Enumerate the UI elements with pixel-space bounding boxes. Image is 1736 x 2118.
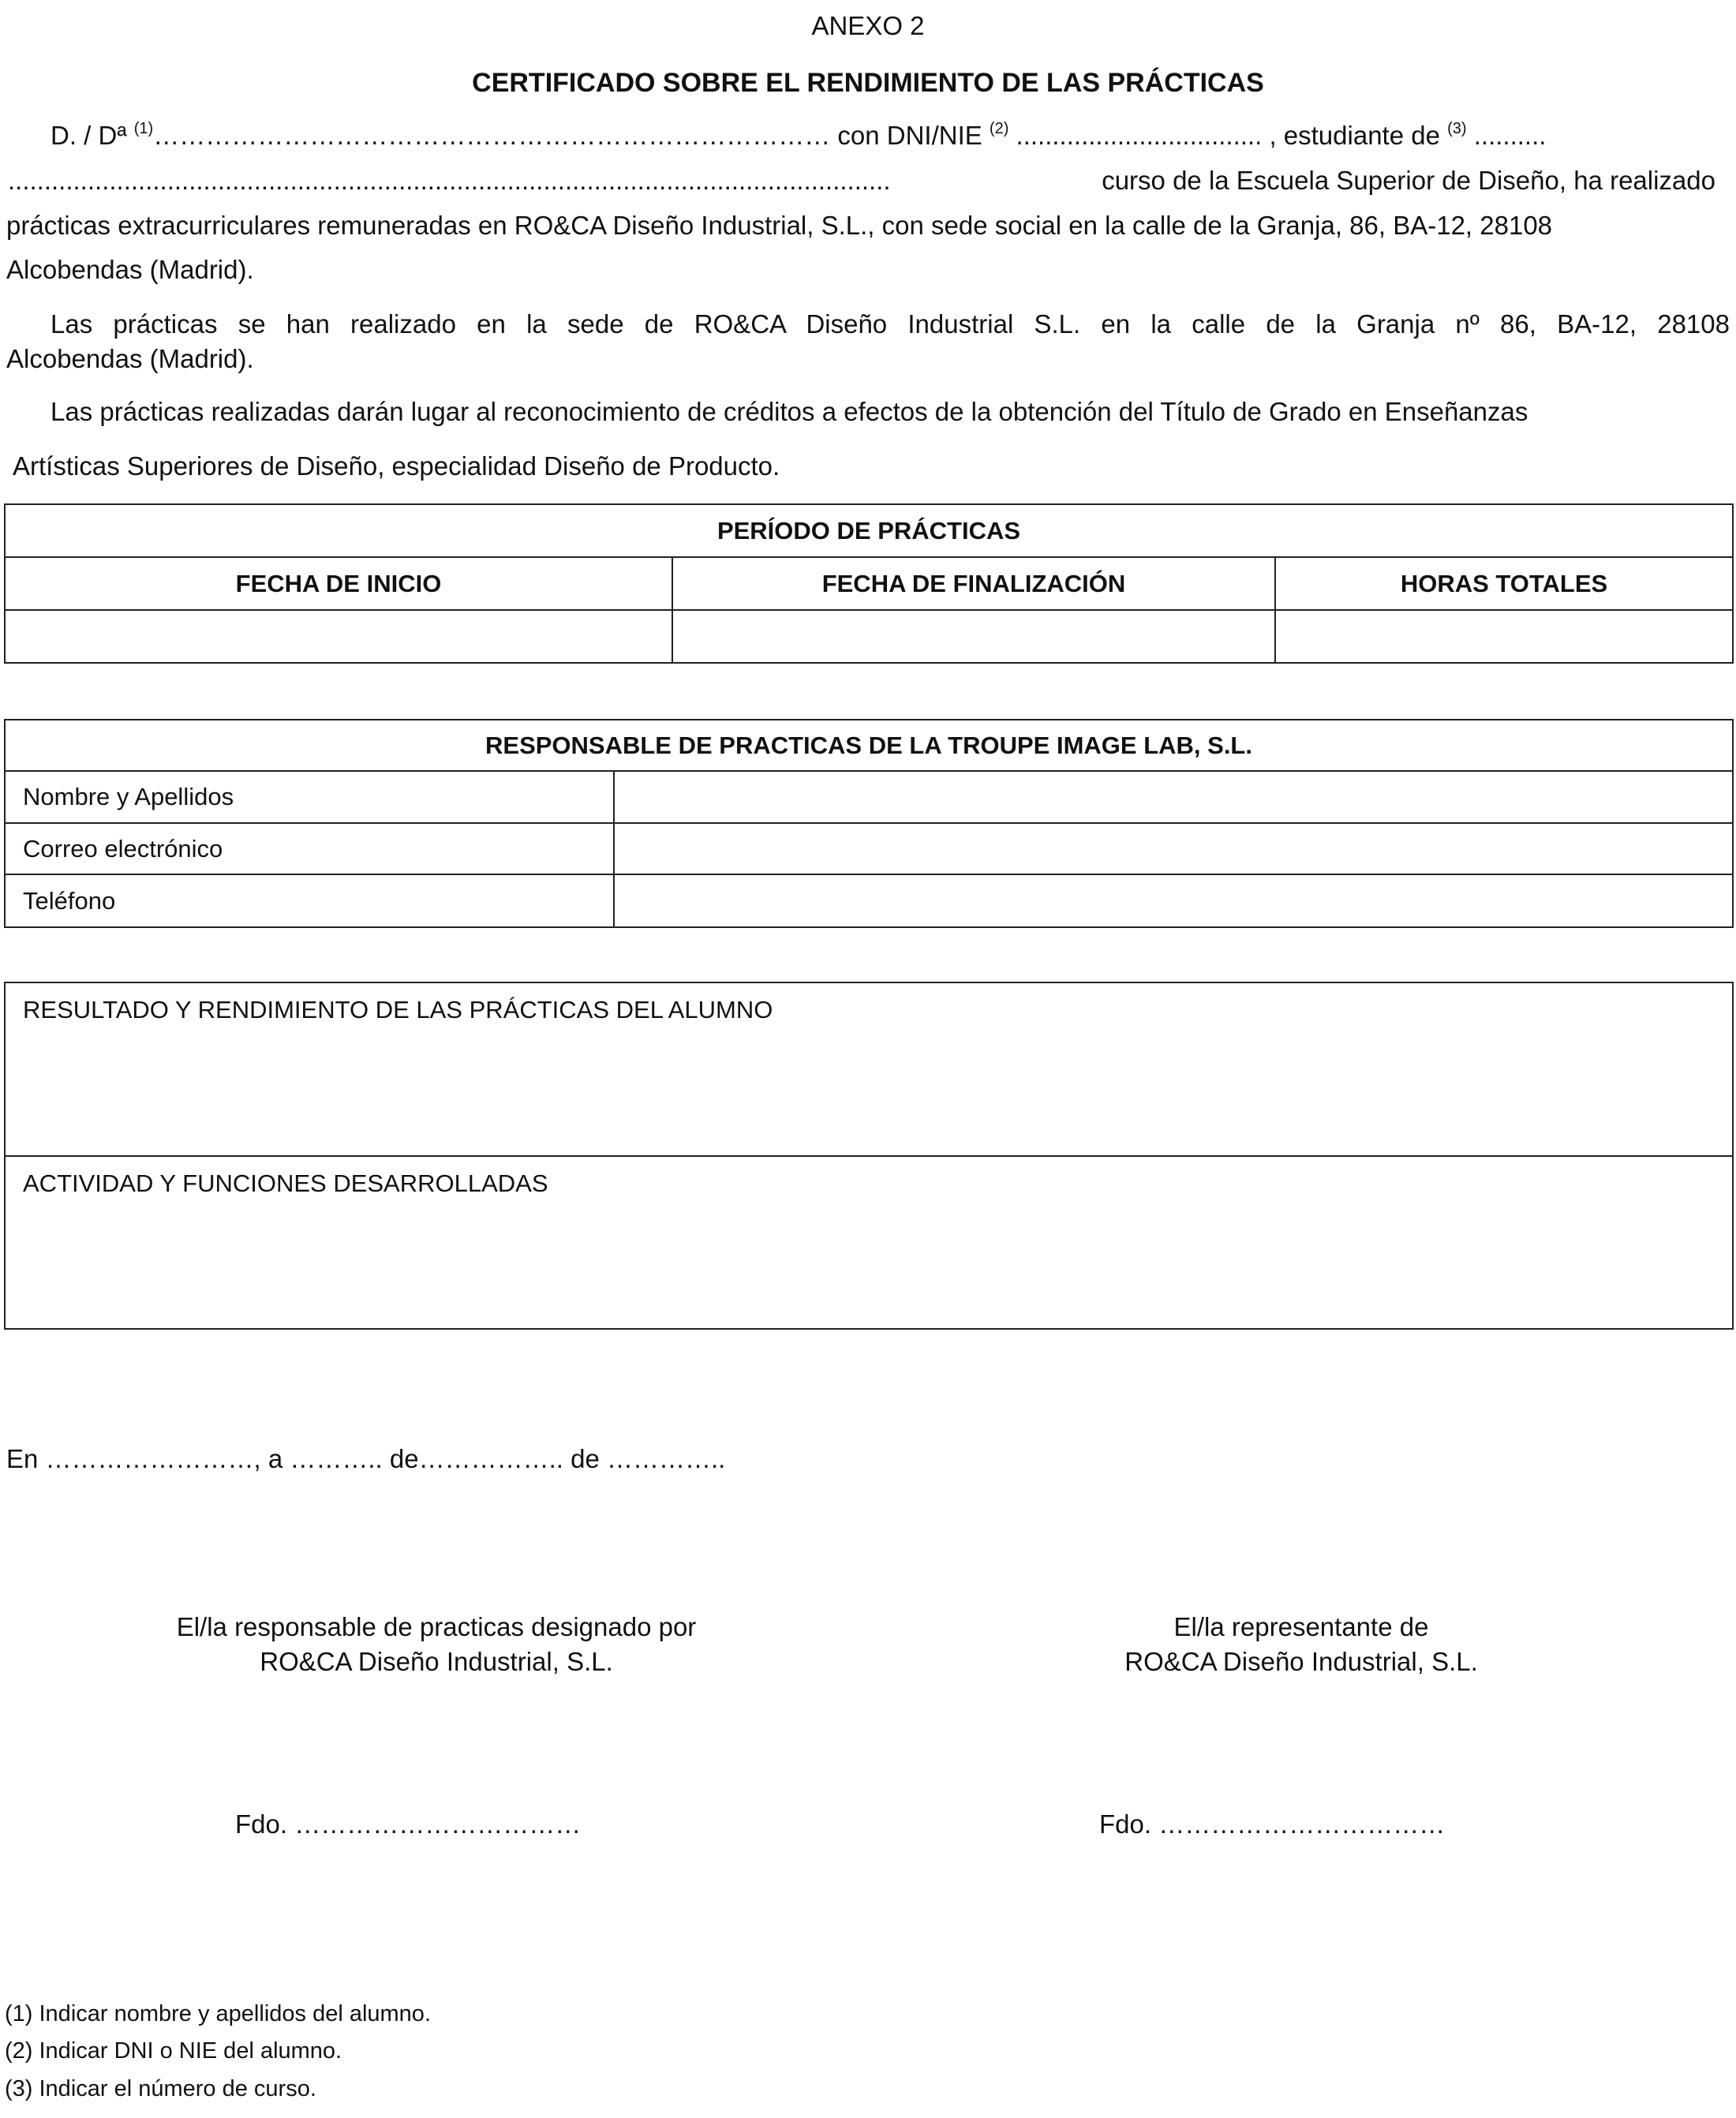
responsible-title: RESPONSABLE DE PRACTICAS DE LA TROUPE IMAGE LAB, S.L.: [5, 720, 1733, 771]
results-box: [4, 982, 1734, 1330]
name-cell[interactable]: [614, 771, 1733, 823]
sig-right-line-1: El/la representante de: [1173, 1612, 1429, 1641]
sig-left-line-1: El/la responsable de practicas designado por: [176, 1612, 697, 1641]
header-end-date: FECHA DE FINALIZACIÓN: [672, 557, 1275, 610]
sig-left-fdo: Fdo. ……………………………: [235, 1809, 582, 1839]
intro-line-4: Alcobendas (Madrid).: [6, 255, 254, 284]
intro-dots: ..........................................................................................................................: [8, 166, 891, 195]
results-section[interactable]: RESULTADO Y RENDIMIENTO DE LAS PRÁCTICAS DEL ALUMNO: [6, 983, 1732, 1157]
para2-line-1: Las prácticas se han realizado en la sede de RO&CA Diseño Industrial S.L. en la calle de la Granja nº 86, BA-12, 28108: [51, 309, 1730, 339]
sig-left-line-2: RO&CA Diseño Industrial, S.L.: [260, 1647, 613, 1676]
header-total-hours: HORAS TOTALES: [1275, 557, 1733, 610]
intro-line-2: curso de la Escuela Superior de Diseño, ha realizado: [1102, 166, 1715, 195]
period-table: [4, 503, 1734, 664]
row-label-phone: Teléfono: [5, 874, 614, 927]
page-title: CERTIFICADO SOBRE EL RENDIMIENTO DE LAS PRÁCTICAS: [472, 68, 1264, 98]
phone-cell[interactable]: [614, 874, 1733, 927]
footnote-2: (2) Indicar DNI o NIE del alumno.: [5, 2038, 342, 2064]
sig-right-fdo: Fdo. ……………………………: [1099, 1809, 1446, 1839]
intro-line-1: D. / Dª $^{(1)}$…………………………………………………………………… con DNI/NIE $^{(2)}$ .................................. , estudiante de $^{(3)}$ ..........: [51, 120, 1547, 150]
row-label-email: Correo electrónico: [5, 823, 614, 874]
sig-right-line-2: RO&CA Diseño Industrial, S.L.: [1124, 1647, 1478, 1676]
end-date-cell[interactable]: [672, 610, 1275, 663]
activity-section[interactable]: ACTIVIDAD Y FUNCIONES DESARROLLADAS: [23, 1169, 548, 1197]
footnote-3: (3) Indicar el número de curso.: [5, 2076, 316, 2101]
annex-label: ANEXO 2: [811, 11, 925, 40]
footnote-1: (1) Indicar nombre y apellidos del alumno.: [5, 2001, 431, 2026]
start-date-cell[interactable]: [5, 610, 672, 663]
para3-line-2: Artísticas Superiores de Diseño, especialidad Diseño de Producto.: [13, 451, 780, 481]
period-title: PERÍODO DE PRÁCTICAS: [5, 504, 1733, 557]
row-label-name: Nombre y Apellidos: [5, 771, 614, 823]
header-start-date: FECHA DE INICIO: [5, 557, 672, 610]
intro-line-3: prácticas extracurriculares remuneradas en RO&CA Diseño Industrial, S.L., con sede social en la calle de la Granja, 86, BA-12, 28108: [6, 211, 1553, 240]
responsible-table: [4, 719, 1734, 928]
para2-line-2: Alcobendas (Madrid).: [6, 344, 254, 373]
email-cell[interactable]: [614, 823, 1733, 874]
place-date-line: En ……………………, a ……….. de…………….. de …………..: [6, 1444, 726, 1473]
para3-line-1: Las prácticas realizadas darán lugar al reconocimiento de créditos a efectos de la obtención del Título de Grado en Enseñanzas: [51, 397, 1528, 426]
total-hours-cell[interactable]: [1275, 610, 1733, 663]
